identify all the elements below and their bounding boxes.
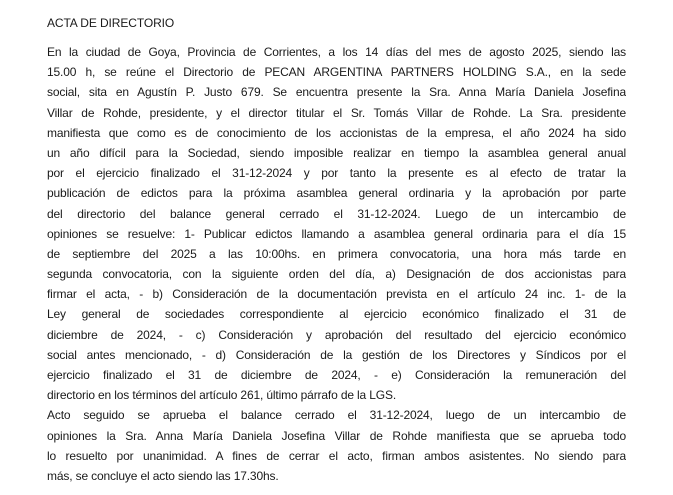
text-line: Acto seguido se aprueba el balance cerrado el 31-12-2024, luego de un intercambio de bbox=[47, 408, 626, 423]
text-line: social, sita en Agustín P. Justo 679. Se encuentra presente la Sra. Anna María Daniela Josefina bbox=[47, 85, 626, 100]
text-line: opiniones se resuelve: 1- Publicar edictos llamando a asamblea general ordinaria para el día 15 bbox=[47, 226, 626, 241]
text-line: por el ejercicio finalizado el 31-12-2024 y por tanto la presente es al efecto de tratar la bbox=[47, 166, 626, 181]
text-line: del directorio del balance general cerrado el 31-12-2024. Luego de un intercambio de bbox=[47, 206, 626, 221]
text-line: 15.00 h, se reúne el Directorio de PECAN ARGENTINA PARTNERS HOLDING S.A., en la sede bbox=[47, 65, 626, 80]
text-line: un año difícil para la Sociedad, siendo imposible realizar en tiempo la asamblea general anual bbox=[47, 145, 626, 160]
text-line: firmar el acta, - b) Consideración de la documentación prevista en el artículo 24 inc. 1- de la bbox=[47, 287, 626, 302]
text-line: publicación de edictos para la próxima asamblea general ordinaria y la aprobación por parte bbox=[47, 186, 626, 201]
text-line: ejercicio finalizado el 31 de diciembre de 2024, - e) Consideración la remuneración del bbox=[47, 368, 626, 382]
document-title: ACTA DE DIRECTORIO bbox=[47, 16, 175, 30]
paragraph bbox=[47, 405, 626, 486]
paragraph bbox=[47, 42, 626, 405]
text-line: Ley general de sociedades correspondiente al ejercicio económico finalizado el 31 de bbox=[47, 307, 626, 322]
document-body bbox=[47, 42, 626, 486]
text-line: de septiembre del 2025 a las 10:00hs. en primera convocatoria, una hora más tarde en bbox=[47, 246, 626, 261]
text-line: manifiesta que como es de conocimiento de los accionistas de la empresa, el año 2024 ha sido bbox=[47, 125, 626, 140]
text-line: más, se concluye el acto siendo las 17.30hs. bbox=[47, 468, 279, 483]
text-line: lo resuelto por unanimidad. A fines de cerrar el acto, firman ambos asistentes. No siendo para bbox=[47, 448, 626, 463]
text-line: social antes mencionado, - d) Consideración de la gestión de los Directores y Síndicos por el bbox=[47, 347, 626, 362]
text-line: diciembre de 2024, - c) Consideración y aprobación del resultado del ejercicio económico bbox=[47, 327, 626, 342]
text-line: directorio en los términos del artículo 261, último párrafo de la LGS. bbox=[47, 388, 397, 403]
text-line: opiniones la Sra. Anna María Daniela Josefina Villar de Rohde manifiesta que se aprueba todo bbox=[47, 428, 626, 443]
text-line: En la ciudad de Goya, Provincia de Corrientes, a los 14 días del mes de agosto 2025, siendo las bbox=[47, 45, 626, 59]
text-line: segunda convocatoria, con la siguiente orden del día, a) Designación de dos accionistas para bbox=[47, 267, 626, 282]
text-line: Villar de Rohde, presidente, y el director titular el Sr. Tomás Villar de Rohde. La Sra. presidente bbox=[47, 105, 626, 120]
